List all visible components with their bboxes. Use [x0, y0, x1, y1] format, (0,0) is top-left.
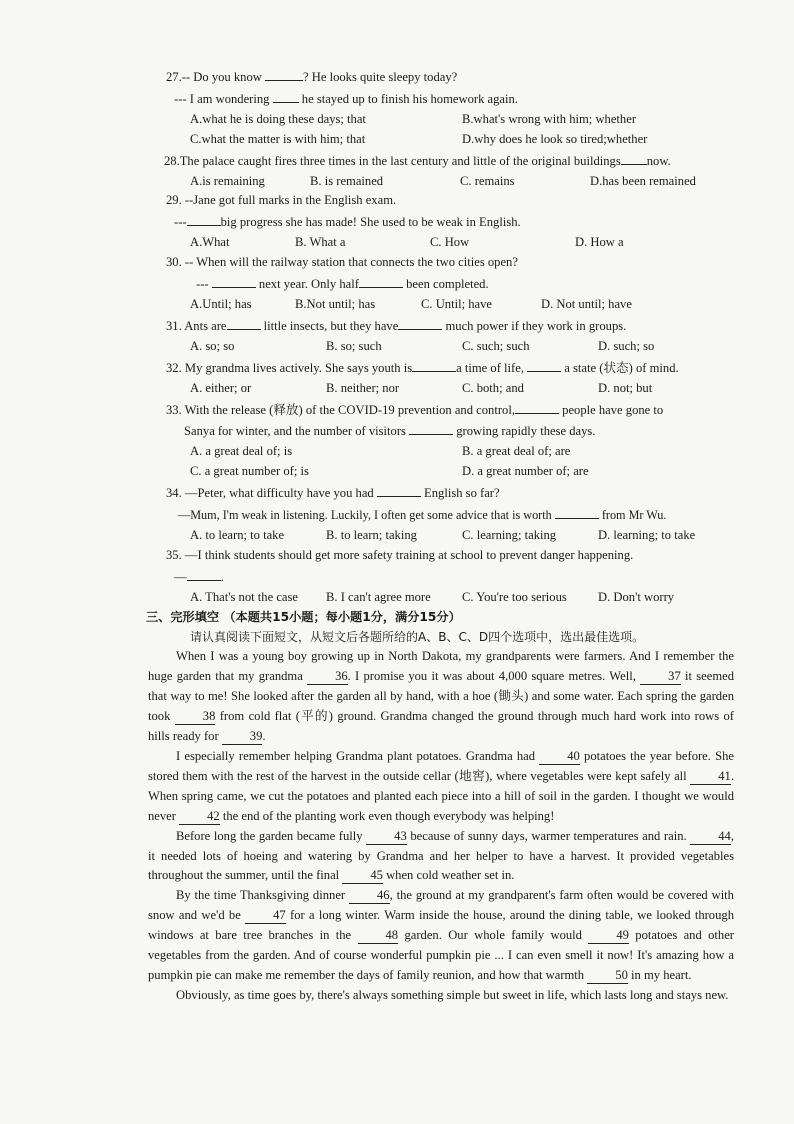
answer-blank [212, 273, 256, 288]
answer-blank [227, 315, 261, 330]
option-c: C.what the matter is with him; that [190, 131, 366, 146]
question-29-options [150, 233, 734, 253]
option-b: B. I can't agree more [326, 589, 431, 604]
option-c: C. a great number of; is [190, 464, 309, 479]
option-d: D. such; so [598, 338, 655, 353]
blank-44: 44 [690, 829, 731, 845]
option-a: A. a great deal of; is [190, 444, 293, 459]
option-a: A.What [190, 235, 230, 250]
blank-38: 38 [175, 709, 216, 725]
question-31: 31. Ants are little insects, but they have much power if they work in groups. [150, 315, 734, 337]
question-33-options [150, 442, 734, 462]
blank-48: 48 [358, 928, 399, 944]
question-28-options [150, 172, 734, 192]
question-30-options [150, 295, 734, 315]
option-c: C. You're too serious [462, 589, 567, 604]
blank-42: 42 [179, 809, 220, 825]
answer-blank [187, 211, 221, 226]
question-33-options-2 [150, 462, 734, 482]
answer-blank [621, 150, 647, 165]
answer-blank [527, 357, 561, 372]
option-d: D. not; but [598, 380, 653, 395]
answer-blank [187, 566, 221, 581]
blank-47: 47 [245, 908, 286, 924]
option-b: B. is remained [310, 173, 384, 188]
option-d: D. a great number of; are [462, 464, 589, 479]
option-b: B.Not until; has [295, 296, 376, 311]
answer-blank [515, 399, 559, 414]
paragraph-5: Obviously, as time goes by, there's always something simple but sweet in life, which lasts long and stays new. [176, 987, 729, 1002]
option-b: B. neither; nor [326, 380, 400, 395]
answer-blank [555, 504, 599, 519]
answer-blank [273, 88, 299, 103]
section-instruction: 请认真阅读下面短文，从短文后各题所给的A、B、C、D四个选项中，选出最佳选项。 [190, 629, 645, 644]
option-a: A. either; or [190, 380, 252, 395]
blank-36: 36 [307, 669, 348, 685]
option-b: B. so; such [326, 338, 382, 353]
option-b: B. a great deal of; are [462, 444, 571, 459]
question-35-response: — . [150, 566, 734, 588]
blank-41: 41 [690, 769, 731, 785]
blank-50: 50 [587, 968, 628, 984]
blank-37: 37 [640, 669, 681, 685]
answer-blank [409, 420, 453, 435]
option-c: C. How [430, 235, 470, 250]
option-d: D.why does he look so tired;whether [462, 131, 648, 146]
option-a: A. to learn; to take [190, 527, 285, 542]
option-a: A.what he is doing these days; that [190, 111, 366, 126]
cloze-passage [148, 647, 734, 1005]
question-34-response: —Mum, I'm weak in listening. Luckily, I often get some advice that is worth from Mr Wu. [150, 504, 734, 526]
blank-46: 46 [349, 888, 390, 904]
question-32-options [150, 379, 734, 399]
option-d: D. Don't worry [598, 589, 675, 604]
question-27-response: --- I am wondering he stayed up to finish his homework again. [150, 88, 734, 110]
paragraph-3: Before long the garden became fully 43 because of sunny days, warmer temperatures and rain. 44, it needed lots of hoeing and watering by Grandma and her helper to have a harvest. It provided vegetables throughout the summer, until the final 45 when cold weather set in. [148, 828, 734, 883]
question-30-response: --- next year. Only half been completed. [150, 273, 734, 295]
blank-39: 39 [222, 729, 263, 745]
option-c: C. learning; taking [462, 527, 557, 542]
paragraph-2: I especially remember helping Grandma plant potatoes. Grandma had 40 potatoes the year before. She stored them with the rest of the harvest in the outside cellar (地窖), where vegetables were kept safely all 41. When spring came, we cut the potatoes and planted each piece into a hill of soil in the garden. I thought we would never 42 the end of the planting work even though everybody was helping! [148, 749, 735, 823]
question-35-options [150, 588, 734, 608]
paragraph-4: By the time Thanksgiving dinner 46, the ground at my grandparent's farm often would be covered with snow and we'd be 47 for a long winter. Warm inside the house, around the dining table, we looked through windows at bare tree branches in the 48 garden. Our whole family would 49 potatoes and other vegetables from the garden. And of course wonderful pumpkin pie ... I can even smell it now! It's amazing how a pumpkin pie can make me remember the days of family reunion, and how that warmth 50 in my heart. [148, 888, 734, 982]
question-35: 35. —I think students should get more safety training at school to prevent danger happening. [166, 547, 634, 562]
option-c: C. remains [460, 173, 515, 188]
question-30: 30. -- When will the railway station that connects the two cities open? [166, 255, 518, 270]
section-title: 三、完形填空 （本题共15小题；每小题1分，满分15分） [146, 609, 461, 624]
question-34: 34. —Peter, what difficulty have you had English so far? [150, 482, 734, 504]
question-27-options-2 [150, 130, 734, 150]
option-c: C. Until; have [421, 296, 493, 311]
option-b: B.what's wrong with him; whether [462, 111, 637, 126]
option-d: D. learning; to take [598, 527, 696, 542]
question-29: 29. --Jane got full marks in the English exam. [166, 193, 397, 208]
question-33: 33. With the release (释放) of the COVID-19 prevention and control, people have gone to [150, 399, 734, 421]
question-29-response: --- big progress she has made! She used to be weak in English. [150, 211, 734, 233]
option-c: C. both; and [462, 380, 524, 395]
question-34-options [150, 526, 734, 546]
question-27: 27.-- Do you know ? He looks quite sleepy today? [150, 66, 734, 88]
answer-blank [398, 315, 442, 330]
question-31-options [150, 337, 734, 357]
answer-blank [412, 357, 456, 372]
option-c: C. such; such [462, 338, 530, 353]
question-32: 32. My grandma lives actively. She says youth is a time of life, a state (状态) of mind. [150, 357, 734, 379]
blank-49: 49 [588, 928, 629, 944]
option-a: A.Until; has [190, 296, 252, 311]
option-a: A.is remaining [190, 173, 265, 188]
question-28: 28.The palace caught fires three times in the last century and little of the original buildings now. [150, 150, 734, 172]
answer-blank [359, 273, 403, 288]
blank-45: 45 [342, 868, 383, 884]
option-b: B. What a [295, 235, 346, 250]
blank-40: 40 [539, 749, 580, 765]
option-a: A. so; so [190, 338, 235, 353]
answer-blank [377, 482, 421, 497]
question-33-cont: Sanya for winter, and the number of visitors growing rapidly these days. [150, 420, 734, 442]
option-d: D.has been remained [590, 173, 696, 188]
option-a: A. That's not the case [190, 589, 299, 604]
option-b: B. to learn; taking [326, 527, 417, 542]
paragraph-1: When I was a young boy growing up in North Dakota, my grandparents were farmers. And I remember the huge garden that my grandma 36. I promise you it was about 4,000 square metres. Well, 37 it seemed that way to me! She looked after the garden all by hand, with a hoe (锄头) and some water. Each spring the garden took 38 from cold flat (平的) ground. Grandma changed the ground through much hard work into rows of hills ready for 39. [148, 649, 735, 744]
option-d: D. Not until; have [541, 296, 632, 311]
option-d: D. How a [575, 235, 624, 250]
answer-blank [265, 66, 303, 81]
question-27-options [150, 110, 734, 130]
blank-43: 43 [366, 829, 407, 845]
